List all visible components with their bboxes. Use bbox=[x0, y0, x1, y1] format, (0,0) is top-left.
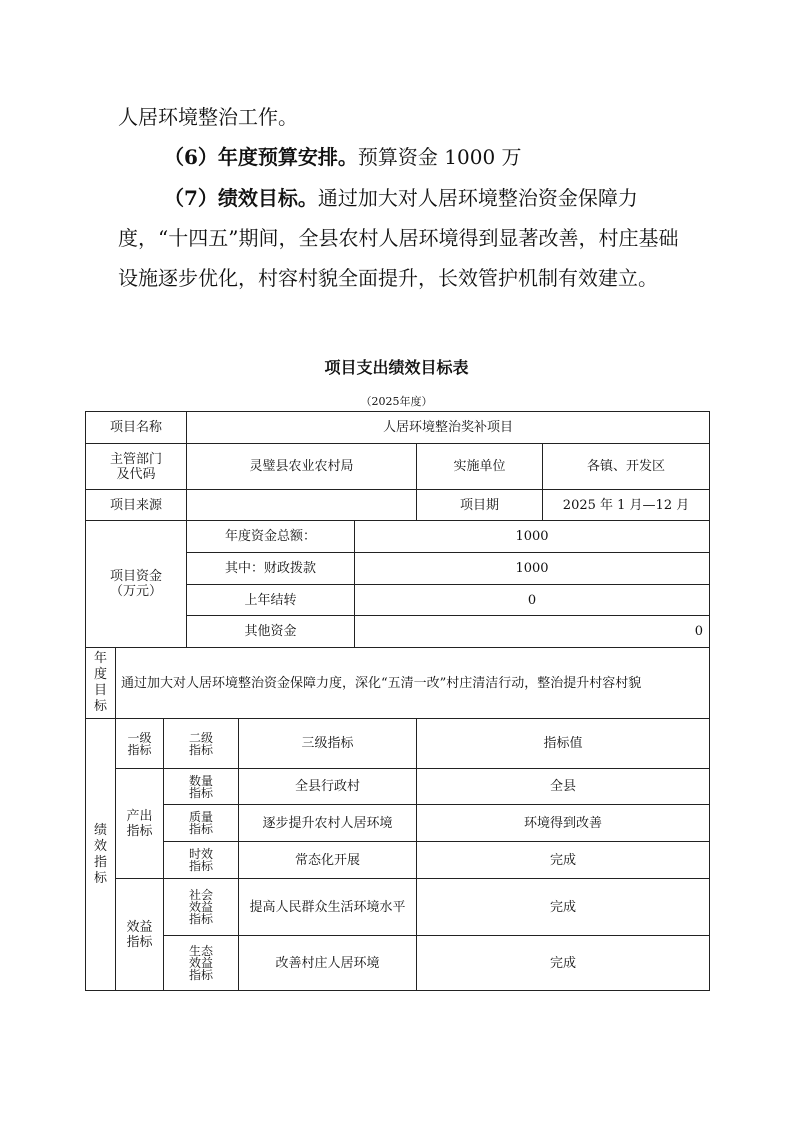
row-indicator bbox=[86, 936, 710, 991]
goal-heading: （7）绩效目标。 bbox=[164, 186, 318, 210]
budget-heading: （6）年度预算安排。 bbox=[164, 145, 358, 169]
project-name-value: 人居环境整治奖补项目 bbox=[187, 412, 710, 444]
table-title: 项目支出绩效目标表 bbox=[324, 358, 469, 377]
level3-quantity: 全县行政村 bbox=[239, 769, 417, 805]
fiscal-label: 其中：财政拨款 bbox=[187, 553, 355, 585]
annual-total-label: 年度资金总额： bbox=[187, 521, 355, 553]
project-name-label: 项目名称 bbox=[86, 412, 187, 444]
level3-timeliness: 常态化开展 bbox=[239, 842, 417, 879]
header-value: 指标值 bbox=[417, 719, 710, 769]
funds-label: 项目资金 （万元） bbox=[86, 521, 187, 648]
paragraph-continuation bbox=[118, 97, 688, 137]
implementer-value: 各镇、开发区 bbox=[543, 444, 710, 490]
row-source bbox=[86, 490, 710, 521]
level3-quality: 逐步提升农村人居环境 bbox=[239, 805, 417, 842]
annual-goal-label: 年 度 目 标 bbox=[86, 648, 116, 719]
period-label: 项目期 bbox=[417, 490, 543, 521]
level2-ecological: 生态 效益 指标 bbox=[164, 936, 239, 991]
other-label: 其他资金 bbox=[187, 616, 355, 648]
fiscal-value: 1000 bbox=[355, 553, 710, 585]
row-department bbox=[86, 444, 710, 490]
level3-ecological: 改善村庄人居环境 bbox=[239, 936, 417, 991]
value-ecological: 完成 bbox=[417, 936, 710, 991]
row-indicator bbox=[86, 805, 710, 842]
carryover-label: 上年结转 bbox=[187, 585, 355, 616]
period-value: 2025 年 1 月—12 月 bbox=[543, 490, 710, 521]
budget-text: 预算资金 1000 万 bbox=[357, 145, 522, 169]
header-level2: 二级 指标 bbox=[164, 719, 239, 769]
level2-quality: 质量 指标 bbox=[164, 805, 239, 842]
implementer-label: 实施单位 bbox=[417, 444, 543, 490]
level3-social: 提高人民群众生活环境水平 bbox=[239, 879, 417, 936]
continuation-text: 人居环境整治工作。 bbox=[118, 105, 298, 129]
benefit-indicator-label: 效益 指标 bbox=[116, 879, 164, 991]
header-level3: 三级指标 bbox=[239, 719, 417, 769]
value-quantity: 全县 bbox=[417, 769, 710, 805]
row-indicator bbox=[86, 769, 710, 805]
annual-goal-value: 通过加大对人居环境整治资金保障力度，深化“五清一改”村庄清洁行动，整治提升村容村貌 bbox=[116, 648, 710, 719]
paragraph-goal bbox=[118, 178, 693, 298]
row-annual-goal bbox=[86, 648, 710, 719]
row-indicator bbox=[86, 879, 710, 936]
row-indicator-header bbox=[86, 719, 710, 769]
row-project-name bbox=[86, 412, 710, 444]
department-label: 主管部门 及代码 bbox=[86, 444, 187, 490]
level2-timeliness: 时效 指标 bbox=[164, 842, 239, 879]
value-timeliness: 完成 bbox=[417, 842, 710, 879]
other-value: 0 bbox=[355, 616, 710, 648]
annual-total-value: 1000 bbox=[355, 521, 710, 553]
row-indicator bbox=[86, 842, 710, 879]
performance-label: 绩 效 指 标 bbox=[86, 719, 116, 991]
level2-social: 社会 效益 指标 bbox=[164, 879, 239, 936]
value-social: 完成 bbox=[417, 879, 710, 936]
performance-table bbox=[85, 411, 710, 991]
source-label: 项目来源 bbox=[86, 490, 187, 521]
value-quality: 环境得到改善 bbox=[417, 805, 710, 842]
header-level1: 一级 指标 bbox=[116, 719, 164, 769]
paragraph-budget bbox=[118, 137, 688, 177]
department-value: 灵璧县农业农村局 bbox=[187, 444, 417, 490]
carryover-value: 0 bbox=[355, 585, 710, 616]
row-annual-total bbox=[86, 521, 710, 553]
goal-text: 通过加大对人居环境整治资金保障力度，“十四五”期间，全县农村人居环境得到显著改善，村庄基础设施逐步优化，村容村貌全面提升，长效管护机制有效建立。 bbox=[118, 186, 679, 290]
source-value bbox=[187, 490, 417, 521]
level2-quantity: 数量 指标 bbox=[164, 769, 239, 805]
table-year: （2025年度） bbox=[360, 395, 433, 408]
output-indicator-label: 产出 指标 bbox=[116, 769, 164, 879]
